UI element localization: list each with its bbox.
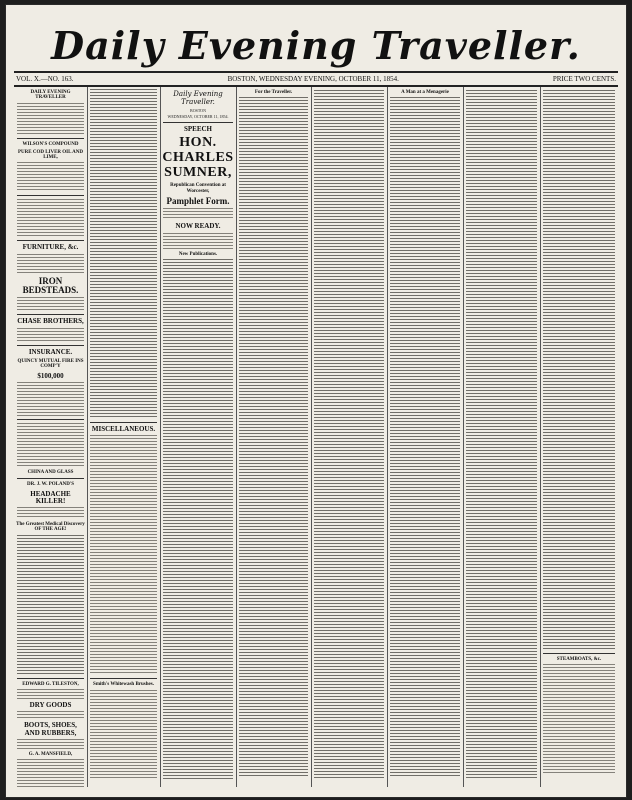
ad-heading: HEADACHE KILLER!: [30, 489, 71, 505]
ad-heading: DRY GOODS: [29, 700, 72, 709]
ad-heading: FURNITURE, &c.: [22, 243, 79, 252]
text-block: [17, 423, 84, 467]
text-block: [543, 90, 615, 650]
ad-heading: WILSON'S COMPOUND: [22, 141, 79, 147]
column-news-4: [236, 87, 312, 787]
place-date: BOSTON, WEDNESDAY EVENING, OCTOBER 11, 1854.: [227, 75, 399, 83]
article-heading: Pamphlet Form.: [166, 195, 230, 206]
article-heading: HON. CHARLES SUMNER,: [162, 135, 234, 180]
text-block: [17, 711, 84, 719]
text-block: [466, 90, 537, 780]
ad-heading: IRON BEDSTEADS.: [22, 275, 79, 296]
text-block: [17, 199, 84, 237]
text-block: [390, 97, 460, 777]
ad-heading: EDWARD G. TILESTON,: [22, 681, 79, 687]
ad-heading: $100,000: [37, 371, 64, 380]
ad-heading: CHASE BROTHERS,: [17, 317, 84, 326]
text-block: [17, 759, 84, 787]
column-miscellaneous: [87, 87, 161, 787]
text-block: [17, 507, 84, 519]
ad-heading: BOOTS, SHOES, AND RUBBERS,: [24, 721, 77, 737]
ad-heading: The Greatest Medical Discovery OF THE AGE!: [16, 522, 85, 533]
editorial-title: Daily Evening Traveller.: [173, 90, 223, 106]
article-heading: For the Traveller.: [254, 90, 293, 95]
text-block: [90, 690, 157, 780]
article-subheading: New Publications.: [178, 251, 218, 257]
editorial-place: BOSTON: [190, 108, 206, 113]
price: PRICE TWO CENTS.: [552, 75, 616, 83]
column-editorial: [160, 87, 237, 787]
ad-heading: CHINA AND GLASS: [27, 470, 74, 475]
text-block: [17, 297, 84, 311]
section-heading: Smith's Whitewash Brushes.: [93, 682, 154, 688]
volume-number: VOL. X.—NO. 163.: [16, 75, 74, 83]
column-news-5: [311, 87, 388, 787]
text-block: [90, 89, 157, 419]
column-news-7: [463, 87, 541, 787]
column-news-8: [540, 87, 618, 787]
text-block: [163, 208, 233, 220]
article-heading: A Man at a Menagerie: [401, 90, 449, 95]
text-block: [17, 103, 84, 135]
masthead-title: Daily Evening Traveller.: [51, 23, 581, 68]
ad-heading: QUINCY MUTUAL FIRE INS COMP'Y: [17, 359, 84, 370]
text-block: [239, 97, 308, 777]
newspaper-page: [5, 4, 627, 798]
section-heading: MISCELLANEOUS.: [91, 425, 156, 433]
article-subheading: Republican Convention at Worcester,: [170, 183, 226, 194]
columns-area: [14, 87, 618, 789]
text-block: [17, 162, 84, 192]
ad-heading: INSURANCE.: [28, 347, 73, 356]
text-block: [163, 259, 233, 779]
ad-heading: DAILY EVENING TRAVELLER: [30, 90, 71, 101]
text-block: [17, 689, 84, 699]
dateline-bar: [14, 71, 618, 87]
text-block: [163, 233, 233, 249]
ad-heading: PURE COD LIVER OIL AND LIME,: [17, 149, 83, 160]
article-heading: NOW READY.: [175, 222, 221, 231]
text-block: [17, 739, 84, 749]
text-block: [17, 254, 84, 274]
text-block: [314, 90, 384, 780]
column-advertisements: [14, 87, 88, 787]
section-heading: STEAMBOATS, &c.: [556, 657, 602, 662]
column-news-6: [387, 87, 464, 787]
text-block: [543, 664, 615, 774]
article-heading: SPEECH: [183, 125, 212, 133]
text-block: [90, 435, 157, 675]
text-block: [17, 382, 84, 416]
ad-heading: G. A. MANSFIELD,: [28, 751, 73, 757]
text-block: [17, 328, 84, 342]
ad-heading: DR. J. W. POLAND'S: [27, 482, 74, 488]
text-block: [17, 535, 84, 675]
editorial-date: WEDNESDAY, OCTOBER 11, 1854.: [167, 114, 229, 119]
